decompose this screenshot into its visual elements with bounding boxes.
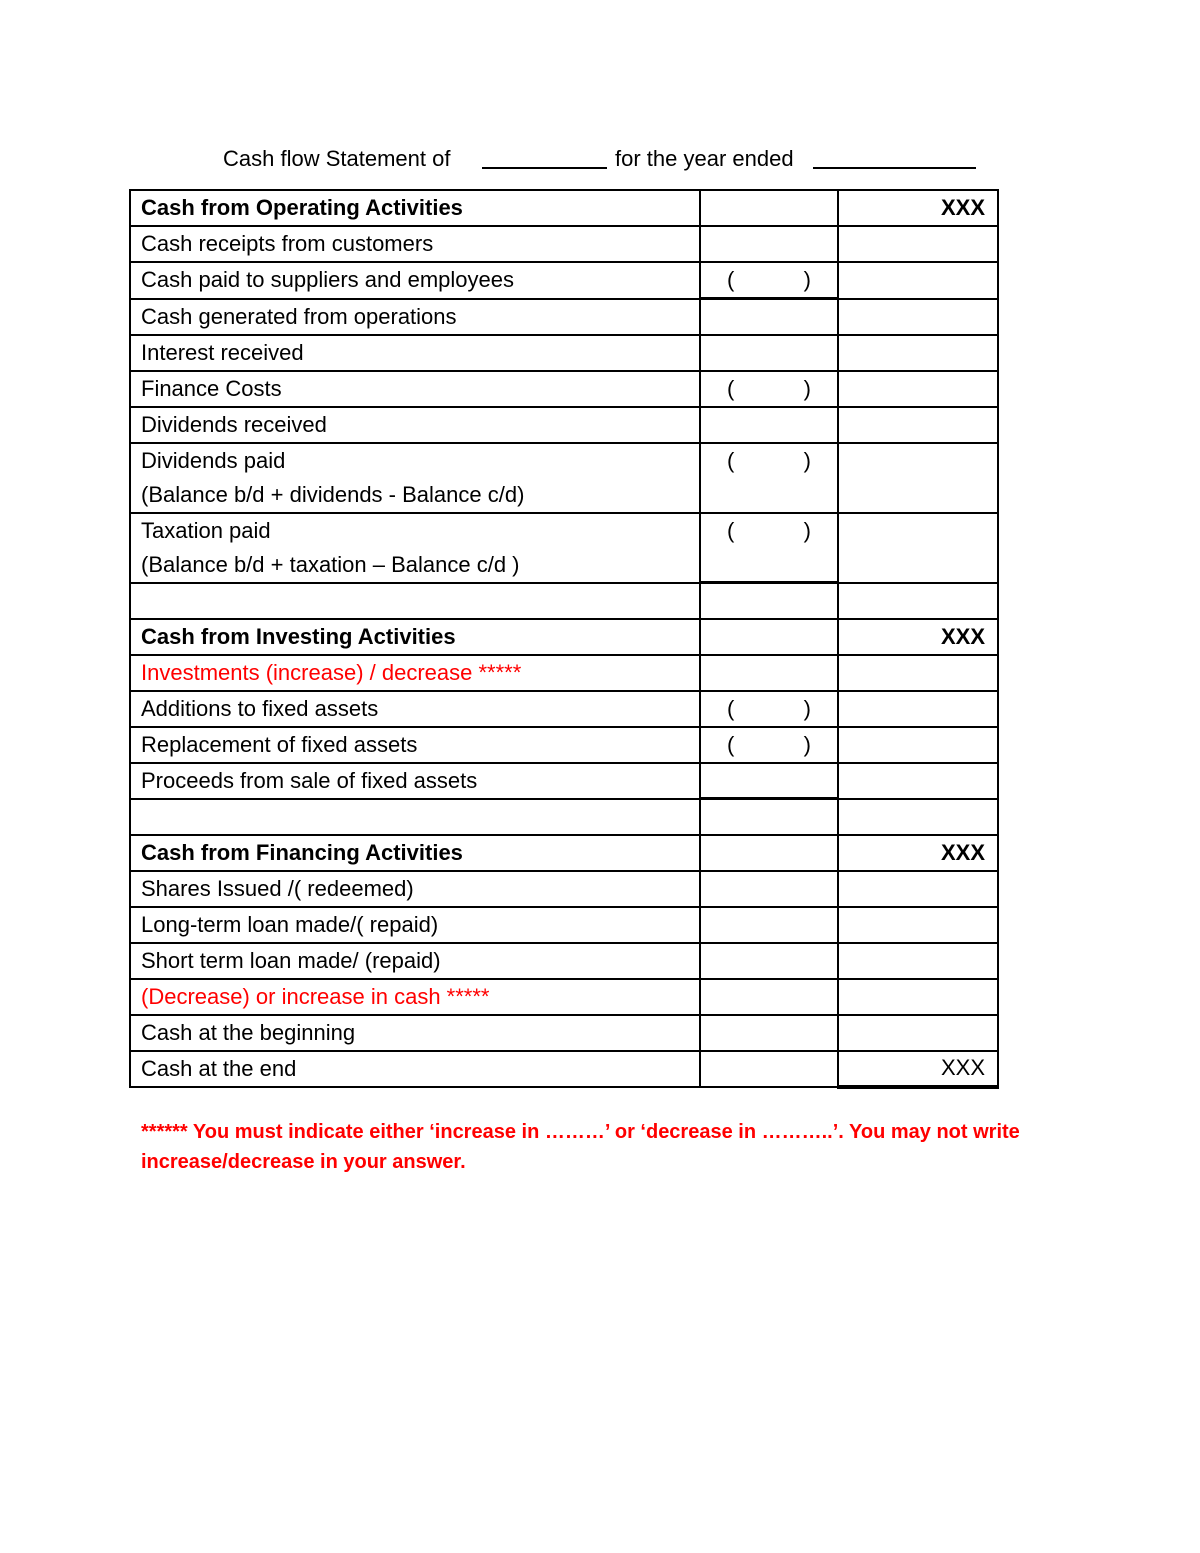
table-row xyxy=(130,371,998,407)
row-label: Investments (increase) / decrease ***** xyxy=(141,659,522,685)
row-label: Dividends paid xyxy=(141,447,286,473)
total-placeholder: XXX xyxy=(940,195,985,220)
total-cell[interactable] xyxy=(838,583,998,619)
open-paren: ( xyxy=(727,375,735,401)
table-row xyxy=(130,513,998,583)
table-row xyxy=(130,190,998,226)
row-label-cell xyxy=(130,1015,700,1051)
row-label-cell xyxy=(130,226,700,262)
row-label-cell xyxy=(130,691,700,727)
row-label-cell xyxy=(130,943,700,979)
table-row xyxy=(130,407,998,443)
row-label: (Decrease) or increase in cash ***** xyxy=(141,983,490,1009)
table-row xyxy=(130,979,998,1015)
table-row xyxy=(130,619,998,655)
table-row xyxy=(130,1015,998,1051)
row-label: Finance Costs xyxy=(141,375,282,401)
title-part-1: Cash flow Statement of xyxy=(223,146,451,171)
amount-cell[interactable] xyxy=(700,943,838,979)
table-row xyxy=(130,226,998,262)
total-cell[interactable] xyxy=(838,763,998,799)
row-label: Cash at the end xyxy=(141,1055,297,1081)
close-paren: ) xyxy=(803,267,811,292)
row-label-cell xyxy=(130,262,700,299)
total-cell[interactable] xyxy=(838,655,998,691)
table-row xyxy=(130,835,998,871)
row-label: Interest received xyxy=(141,339,304,365)
table-row xyxy=(130,1051,998,1087)
row-label: Proceeds from sale of fixed assets xyxy=(141,767,478,793)
amount-cell[interactable] xyxy=(700,799,838,835)
row-label-cell xyxy=(130,655,700,691)
bracket-placeholder xyxy=(727,263,811,297)
total-cell[interactable] xyxy=(838,871,998,907)
row-label-cell xyxy=(130,1051,700,1087)
total-placeholder: XXX xyxy=(940,623,985,649)
bracket-placeholder xyxy=(727,514,811,548)
instruction-note: ****** You must indicate either ‘increase in ………’ or ‘decrease in ………..’. You may not write increase/decrease in your answer. xyxy=(141,1121,1020,1173)
table-row xyxy=(130,335,998,371)
close-paren: ) xyxy=(803,695,811,721)
amount-cell[interactable] xyxy=(700,407,838,443)
total-cell[interactable] xyxy=(838,443,998,513)
table-row xyxy=(130,262,998,299)
row-label: Cash from Operating Activities xyxy=(141,195,463,220)
amount-cell[interactable] xyxy=(700,691,838,727)
amount-cell[interactable] xyxy=(700,619,838,655)
row-label-cell xyxy=(130,835,700,871)
bracket-placeholder xyxy=(727,372,811,406)
open-paren: ( xyxy=(727,267,735,292)
bracket-placeholder xyxy=(727,728,811,762)
total-cell[interactable] xyxy=(838,335,998,371)
total-cell[interactable] xyxy=(838,371,998,407)
total-cell[interactable] xyxy=(838,299,998,335)
row-label-cell xyxy=(130,907,700,943)
open-paren: ( xyxy=(727,695,735,721)
table-row xyxy=(130,907,998,943)
total-cell[interactable] xyxy=(838,835,998,871)
row-label-cell xyxy=(130,335,700,371)
table-row xyxy=(130,727,998,763)
row-label: Cash from Investing Activities xyxy=(141,623,456,649)
row-label-cell xyxy=(130,871,700,907)
amount-cell[interactable] xyxy=(700,335,838,371)
row-label-cell xyxy=(130,979,700,1015)
title-part-2: for the year ended xyxy=(615,146,794,171)
total-cell[interactable] xyxy=(838,407,998,443)
bracket-placeholder xyxy=(727,692,811,726)
row-label: Additions to fixed assets xyxy=(141,695,379,721)
total-cell[interactable] xyxy=(838,979,998,1015)
row-label: Replacement of fixed assets xyxy=(141,731,418,757)
table-row xyxy=(130,691,998,727)
amount-cell[interactable] xyxy=(700,763,838,799)
amount-cell[interactable] xyxy=(700,727,838,763)
open-paren: ( xyxy=(727,731,735,757)
bracket-placeholder xyxy=(727,444,811,478)
row-label-cell xyxy=(130,371,700,407)
row-label-cell xyxy=(130,727,700,763)
row-label: Taxation paid xyxy=(141,517,271,543)
row-label-cell xyxy=(130,583,700,619)
table-row xyxy=(130,943,998,979)
row-label-cell xyxy=(130,513,700,583)
total-cell[interactable] xyxy=(838,619,998,655)
amount-cell[interactable] xyxy=(700,299,838,335)
total-cell[interactable] xyxy=(838,226,998,262)
amount-cell[interactable] xyxy=(700,1015,838,1051)
amount-cell[interactable] xyxy=(700,655,838,691)
open-paren: ( xyxy=(727,447,735,473)
row-sublabel: (Balance b/d + taxation – Balance c/d ) xyxy=(141,551,520,577)
row-label-cell xyxy=(130,299,700,335)
row-label-cell xyxy=(130,619,700,655)
row-label-cell xyxy=(130,443,700,513)
amount-cell[interactable] xyxy=(700,190,838,226)
row-label: Cash generated from operations xyxy=(141,303,457,329)
table-row xyxy=(130,655,998,691)
total-cell[interactable] xyxy=(838,513,998,583)
row-label-cell xyxy=(130,190,700,226)
amount-cell[interactable] xyxy=(700,443,838,513)
total-cell[interactable] xyxy=(838,1051,998,1087)
total-cell[interactable] xyxy=(838,190,998,226)
close-paren: ) xyxy=(803,731,811,757)
total-cell[interactable] xyxy=(838,907,998,943)
amount-cell[interactable] xyxy=(700,835,838,871)
statement-title xyxy=(0,142,1200,176)
total-cell[interactable] xyxy=(838,943,998,979)
table-row xyxy=(130,799,998,835)
amount-cell[interactable] xyxy=(700,871,838,907)
amount-cell[interactable] xyxy=(700,1051,838,1087)
amount-cell[interactable] xyxy=(700,262,838,299)
amount-cell[interactable] xyxy=(700,226,838,262)
close-paren: ) xyxy=(803,375,811,401)
total-cell[interactable] xyxy=(838,799,998,835)
table-row xyxy=(130,299,998,335)
amount-cell[interactable] xyxy=(700,907,838,943)
entity-name-blank[interactable] xyxy=(482,167,607,169)
amount-cell[interactable] xyxy=(700,513,838,583)
row-label: Cash receipts from customers xyxy=(141,231,434,256)
amount-cell[interactable] xyxy=(700,583,838,619)
amount-cell[interactable] xyxy=(700,371,838,407)
row-label: Cash from Financing Activities xyxy=(141,839,463,865)
table-row xyxy=(130,763,998,799)
total-cell[interactable] xyxy=(838,262,998,299)
cash-flow-table xyxy=(129,189,999,1089)
row-label: Cash at the beginning xyxy=(141,1019,356,1045)
total-cell[interactable] xyxy=(838,691,998,727)
close-paren: ) xyxy=(803,517,811,543)
open-paren: ( xyxy=(727,517,735,543)
row-label-cell xyxy=(130,763,700,799)
year-ended-blank[interactable] xyxy=(813,167,976,169)
total-placeholder: XXX xyxy=(940,839,985,865)
total-cell[interactable] xyxy=(838,1015,998,1051)
row-label: Short term loan made/ (repaid) xyxy=(141,947,441,973)
close-paren: ) xyxy=(803,447,811,473)
total-cell[interactable] xyxy=(838,727,998,763)
row-label-cell xyxy=(130,407,700,443)
row-label: Shares Issued /( redeemed) xyxy=(141,875,414,901)
row-label-cell xyxy=(130,799,700,835)
table-row xyxy=(130,443,998,513)
table-row xyxy=(130,583,998,619)
row-sublabel: (Balance b/d + dividends - Balance c/d) xyxy=(141,481,525,507)
amount-cell[interactable] xyxy=(700,979,838,1015)
row-label: Long-term loan made/( repaid) xyxy=(141,911,439,937)
row-label: Dividends received xyxy=(141,411,327,437)
total-placeholder: XXX xyxy=(940,1055,985,1080)
row-label: Cash paid to suppliers and employees xyxy=(141,267,515,293)
table-row xyxy=(130,871,998,907)
